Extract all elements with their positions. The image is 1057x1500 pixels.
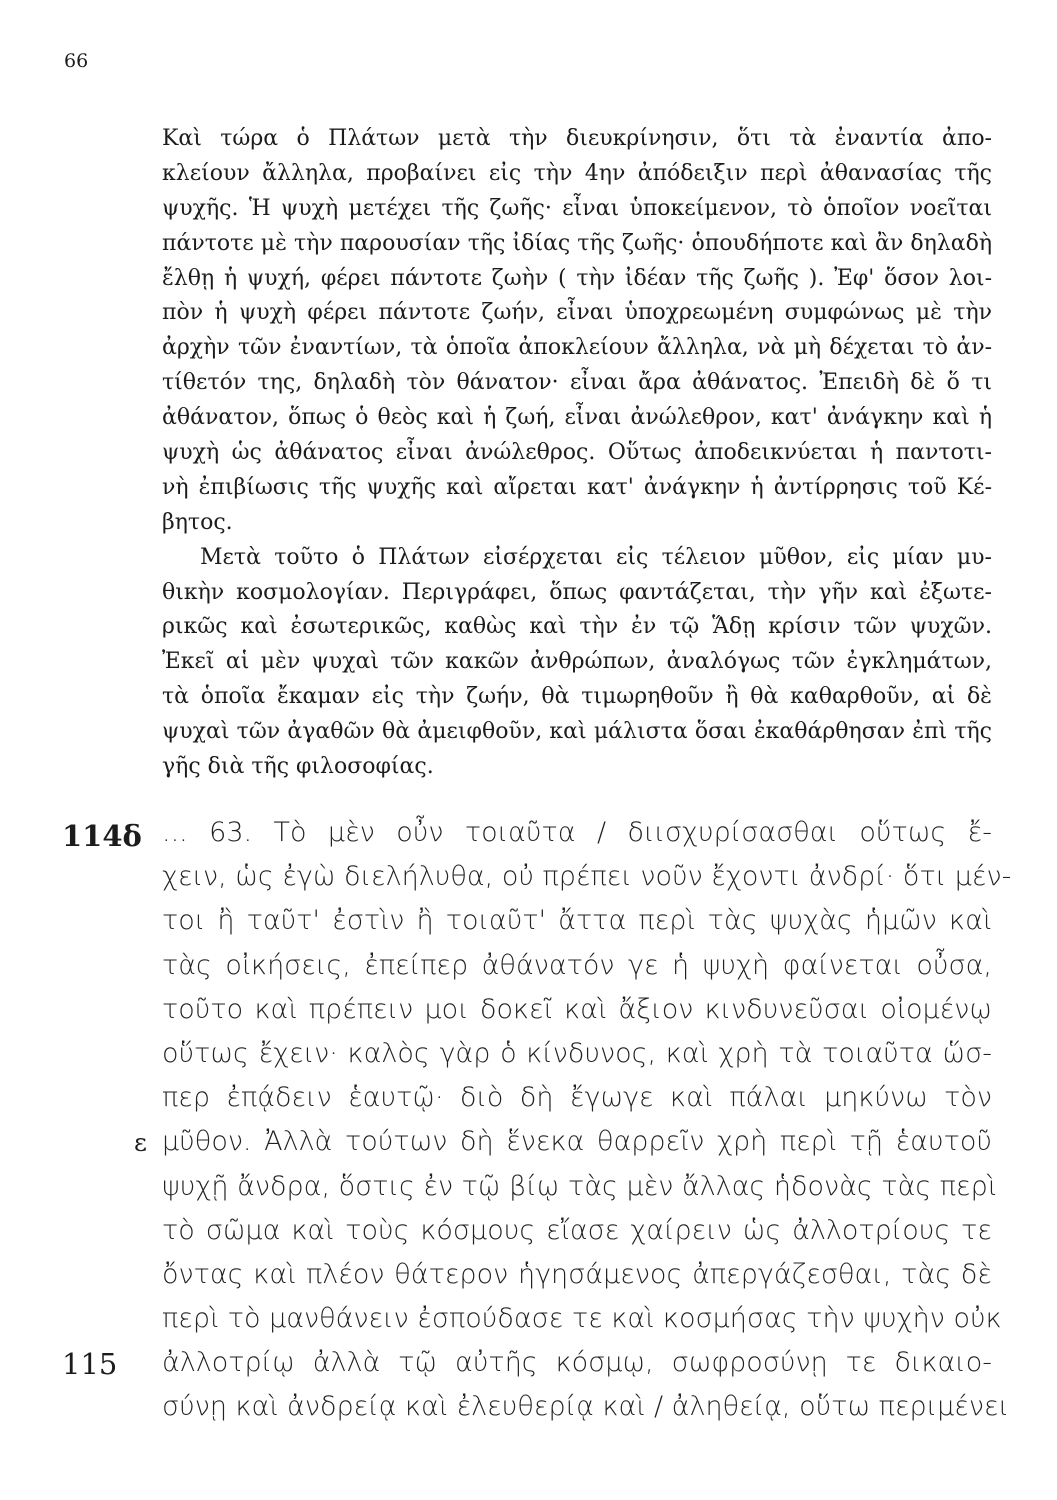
- greek-text-line: χειν, ὡς ἐγὼ διελήλυθα, οὐ πρέπει νοῦν ἔχοντι ἀνδρί· ὅτι μέν-: [162, 861, 1012, 893]
- greek-text-line: οὕτως ἔχειν· καλὸς γὰρ ὁ κίνδυνος, καὶ χρὴ τὰ τοιαῦτα ὥσ-: [162, 1037, 992, 1069]
- commentary-line: κλείουν ἄλληλα, προβαίνει εἰς τὴν 4ην ἀπόδειξιν περὶ ἀθανασίας τῆς: [162, 160, 992, 186]
- greek-text-line: μῦθον. Ἀλλὰ τούτων δὴ ἕνεκα θαρρεῖν χρὴ περὶ τῇ ἑαυτοῦ: [162, 1126, 992, 1158]
- margin-reference-e: ε: [134, 1128, 147, 1157]
- commentary-line: πάντοτε μὲ τὴν παρουσίαν τῆς ἰδίας τῆς ζωῆς· ὁπουδήποτε καὶ ἂν δηλαδὴ: [162, 230, 992, 256]
- commentary-line: ψυχαὶ τῶν ἀγαθῶν θὰ ἀμειφθοῦν, καὶ μάλιστα ὅσαι ἐκαθάρθησαν ἐπὶ τῆς: [162, 719, 992, 745]
- margin-reference-114d: 114δ: [62, 819, 142, 853]
- greek-text-line: ἀλλοτρίῳ ἀλλὰ τῷ αὐτῆς κόσμῳ, σωφροσύνῃ τε δικαιο-: [162, 1347, 992, 1379]
- greek-text-line: περὶ τὸ μανθάνειν ἐσπούδασε τε καὶ κοσμήσας τὴν ψυχὴν οὐκ: [162, 1303, 1002, 1335]
- greek-text-line: ὄντας καὶ πλέον θάτερον ἡγησάμενος ἀπεργάζεσθαι, τὰς δὲ: [162, 1258, 992, 1290]
- commentary-line: βητος.: [162, 509, 233, 535]
- greek-text-line: τοῦτο καὶ πρέπειν μοι δοκεῖ καὶ ἄξιον κινδυνεῦσαι οἰομένῳ: [162, 993, 992, 1025]
- commentary-line: ρικῶς καὶ ἐσωτερικῶς, καθὼς καὶ τὴν ἐν τῷ Ἅδῃ κρίσιν τῶν ψυχῶν.: [162, 614, 992, 640]
- greek-text-line: τὸ σῶμα καὶ τοὺς κόσμους εἴασε χαίρειν ὡς ἀλλοτρίους τε: [162, 1214, 992, 1246]
- commentary-line: θικὴν κοσμολογίαν. Περιγράφει, ὅπως φαντάζεται, τὴν γῆν καὶ ἐξωτε-: [162, 579, 992, 605]
- greek-text-line: τὰς οἰκήσεις, ἐπείπερ ἀθάνατόν γε ἡ ψυχὴ φαίνεται οὖσα,: [162, 949, 992, 981]
- page-number: 66: [64, 50, 89, 72]
- margin-reference-115: 115: [62, 1347, 118, 1381]
- greek-text-line: σύνῃ καὶ ἀνδρείᾳ καὶ ἐλευθερίᾳ καὶ / ἀληθείᾳ, οὕτω περιμένει: [162, 1391, 1010, 1423]
- commentary-line: Ἐκεῖ αἱ μὲν ψυχαὶ τῶν κακῶν ἀνθρώπων, ἀναλόγως τῶν ἐγκλημάτων,: [162, 649, 992, 675]
- commentary-line: ψυχῆς. Ἡ ψυχὴ μετέχει τῆς ζωῆς· εἶναι ὑποκείμενον, τὸ ὁποῖον νοεῖται: [162, 195, 992, 221]
- commentary-line: ἔλθῃ ἡ ψυχή, φέρει πάντοτε ζωὴν ( τὴν ἰδέαν τῆς ζωῆς ). Ἐφ' ὅσον λοι-: [162, 265, 992, 291]
- commentary-line: πὸν ἡ ψυχὴ φέρει πάντοτε ζωήν, εἶναι ὑποχρεωμένη συμφώνως μὲ τὴν: [162, 300, 992, 326]
- commentary-line: τίθετόν της, δηλαδὴ τὸν θάνατον· εἶναι ἄρα ἀθάνατος. Ἐπειδὴ δὲ ὅ τι: [162, 370, 992, 396]
- commentary-line: Καὶ τώρα ὁ Πλάτων μετὰ τὴν διευκρίνησιν, ὅτι τὰ ἐναντία ἀπο-: [162, 126, 992, 151]
- greek-text-block: [162, 811, 1012, 1430]
- commentary-line: ψυχὴ ὡς ἀθάνατος εἶναι ἀνώλεθρος. Οὕτως ἀποδεικνύεται ἡ παντοτι-: [162, 440, 992, 466]
- commentary-line: Μετὰ τοῦτο ὁ Πλάτων εἰσέρχεται εἰς τέλειον μῦθον, εἰς μίαν μυ-: [200, 544, 992, 570]
- greek-text-line: ... 63. Τὸ μὲν οὖν τοιαῦτα / διισχυρίσασθαι οὕτως ἔ-: [162, 817, 992, 848]
- commentary-line: νὴ ἐπιβίωσις τῆς ψυχῆς καὶ αἴρεται κατ' ἀνάγκην ἡ ἀντίρρησις τοῦ Κέ-: [162, 474, 992, 500]
- commentary-line: ἀθάνατον, ὅπως ὁ θεὸς καὶ ἡ ζωή, εἶναι ἀνώλεθρον, κατ' ἀνάγκην καὶ ἡ: [162, 405, 992, 431]
- greek-text-line: ψυχῇ ἄνδρα, ὅστις ἐν τῷ βίῳ τὰς μὲν ἄλλας ἡδονὰς τὰς περὶ: [162, 1170, 997, 1202]
- greek-text-line: περ ἐπᾴδειν ἑαυτῷ· διὸ δὴ ἔγωγε καὶ πάλαι μηκύνω τὸν: [162, 1082, 992, 1114]
- commentary-line: τὰ ὁποῖα ἔκαμαν εἰς τὴν ζωήν, θὰ τιμωρηθοῦν ἢ θὰ καθαρθοῦν, αἱ δὲ: [162, 684, 992, 710]
- commentary-line: γῆς διὰ τῆς φιλοσοφίας.: [162, 754, 434, 780]
- commentary-block: [162, 122, 992, 785]
- greek-text-line: τοι ἢ ταῦτ' ἐστὶν ἢ τοιαῦτ' ἄττα περὶ τὰς ψυχὰς ἡμῶν καὶ: [162, 905, 992, 937]
- commentary-line: ἀρχὴν τῶν ἐναντίων, τὰ ὁποῖα ἀποκλείουν ἄλληλα, νὰ μὴ δέχεται τὸ ἀν-: [162, 335, 992, 361]
